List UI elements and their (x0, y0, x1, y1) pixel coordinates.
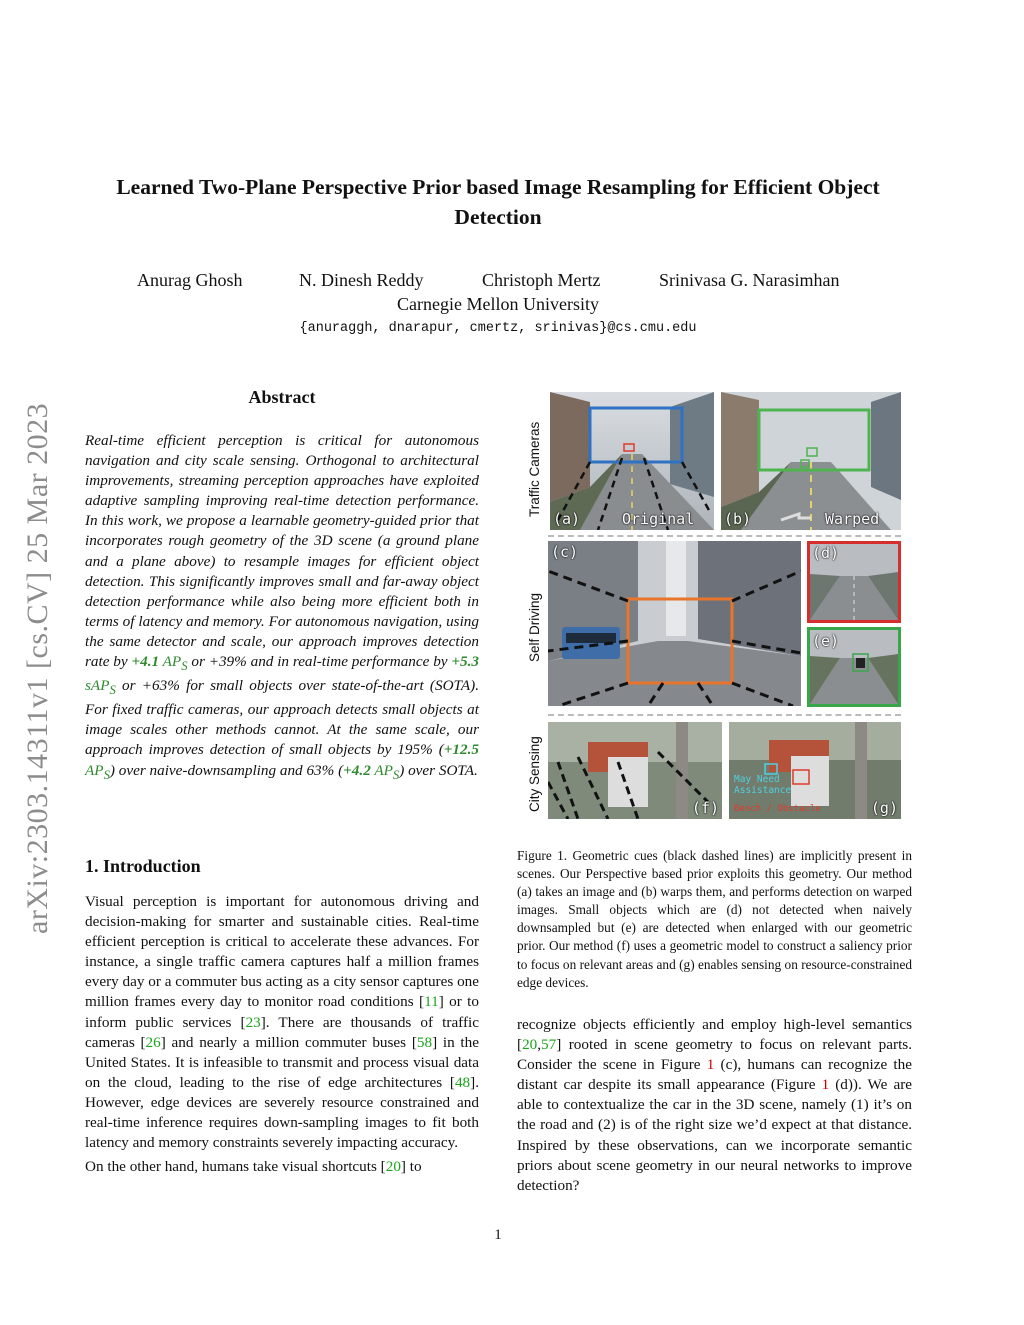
figure-row-divider (548, 535, 901, 537)
figure-panel-d (807, 541, 901, 623)
figure-row-divider (548, 714, 901, 716)
panel-tag-g: (g) (870, 799, 898, 817)
original-label: Original (622, 510, 695, 528)
row-label-city-sensing: City Sensing (527, 736, 542, 812)
figure-ref-link[interactable]: 1 (821, 1076, 830, 1094)
warped-label: Warped (825, 510, 880, 528)
panel-tag-d: (d) (812, 544, 840, 562)
citation-link[interactable]: 26 (145, 1033, 161, 1051)
figure-panel-f (548, 722, 722, 819)
abstract-heading: Abstract (248, 387, 316, 407)
arxiv-stamp: arXiv:2303.14311v1 [cs.CV] 25 Mar 2023 (21, 402, 54, 934)
author-2: N. Dinesh Reddy (299, 270, 424, 290)
overlay-text-assistance: Assistance (734, 785, 792, 796)
figure-panel-c (548, 541, 801, 706)
paper-title: Learned Two-Plane Perspective Prior based Image Resampling for Efficient Object Detection (116, 175, 880, 229)
panel-tag-a: (a) (553, 510, 581, 528)
panel-tag-e: (e) (812, 632, 840, 650)
panel-tag-c: (c) (551, 543, 579, 561)
row-label-traffic-cameras: Traffic Cameras (527, 421, 542, 517)
self-driving-street-image (548, 541, 801, 706)
intro-heading: 1. Introduction (85, 856, 201, 876)
right-column-body: recognize objects efficiently and employ high-level semantics [20,57] rooted in scene geometry to focus on relevant parts. Consider the scene in Figure 1 (c), humans can recognize the distant car despite its small appearance (Figure 1 (d)). We are able to contextualize the car in the 3D scene, namely (1) it’s on the road and (2) is of the right size we’d expect at that distance. Inspired by these observations, can we incorporate semantic priors about scene geometry in our neural networks to improve detection? (517, 1016, 912, 1194)
overlay-text-may-need: May Need (734, 774, 780, 785)
panel-tag-b: (b) (724, 510, 752, 528)
figure-panel-b (721, 392, 901, 530)
citation-link[interactable]: 23 (245, 1013, 261, 1031)
figure-ref-link[interactable]: 1 (706, 1056, 715, 1074)
row-label-self-driving: Self Driving (527, 592, 542, 662)
abstract-body: Real-time efficient perception is critical for autonomous navigation and city scale sensing. Orthogonal to architectural improvements, streaming perception approaches have exploited adaptive sampling improving real-time detection performance. In this work, we propose a learnable geometry-guided prior that incorporates rough geometry of the 3D scene (a ground plane and a plane above) to resample images for efficient object detection. This significantly improves small and far-away object detection performance while also being more efficient both in terms of latency and memory. For autonomous navigation, using the same detector and scale, our approach improves detection rate by +4.1 $AP_S$ or +39% and in real-time performance by +5.3 sAP$_S$ or +63% for small objects over state-of-the-art (SOTA). For fixed traffic cameras, our approach detects small objects at image scales other methods cannot. At the same scale, our approach improves detection of small objects by 195% (+12.5 $AP_S$) over naive-downsampling and 63% (+4.2 $AP_S$) over SOTA. (85, 432, 480, 782)
panel-tag-f: (f) (691, 799, 719, 817)
citation-link[interactable]: 20 (522, 1036, 538, 1054)
citation-link[interactable]: 57 (541, 1036, 557, 1054)
author-emails: {anuraggh, dnarapur, cmertz, srinivas}@cs.cmu.edu (299, 321, 697, 336)
overlay-text-obstacle: Bench / Obstacle (734, 804, 821, 814)
figure-panel-a (550, 392, 714, 530)
figure-caption: Figure 1. Geometric cues (black dashed lines) are implicitly present in scenes. Our Perspective based prior exploits this geometry. Our method (a) takes an image and (b) warps them, and performs detection on warped images. Small objects which are (d) not detected when naively downsampled but (e) are detected when enlarged with our geometric prior. Our method (f) uses a geometric model to construct a saliency prior to focus on relevant areas and (g) enables sensing on resource-constrained edge devices. (517, 848, 912, 990)
citation-link[interactable]: 11 (424, 993, 439, 1011)
author-3: Christoph Mertz (482, 270, 601, 290)
intro-body: Visual perception is important for autonomous driving and decision-making for smarter and sustainable cities. Real-time efficient perception is critical to accelerate these advances. For instance, a single traffic camera captures half a million frames every day or a commuter bus acting as a city sensor captures one million frames every day to monitor road conditions [11] or to inform public services [23]. There are thousands of traffic cameras [26] and nearly a million commuter buses [58] in the United States. It is infeasible to transmit and process visual data on the cloud, leading to the rise of edge architectures [48]. However, edge devices are severely resource constrained and real-time inference requires down-sampling images to fit both latency and memory constraints severely impacting accuracy. On the other hand, humans take visual shortcuts [20] to (85, 893, 479, 1176)
author-1: Anurag Ghosh (137, 270, 243, 290)
figure-panel-g (729, 722, 901, 819)
citation-link[interactable]: 58 (416, 1033, 433, 1051)
author-4: Srinivasa G. Narasimhan (659, 270, 840, 290)
figure-panel-e (807, 627, 901, 707)
page-number: 1 (494, 1227, 502, 1243)
citation-link[interactable]: 20 (385, 1158, 401, 1176)
citation-link[interactable]: 48 (454, 1073, 471, 1091)
affiliation: Carnegie Mellon University (397, 294, 599, 314)
